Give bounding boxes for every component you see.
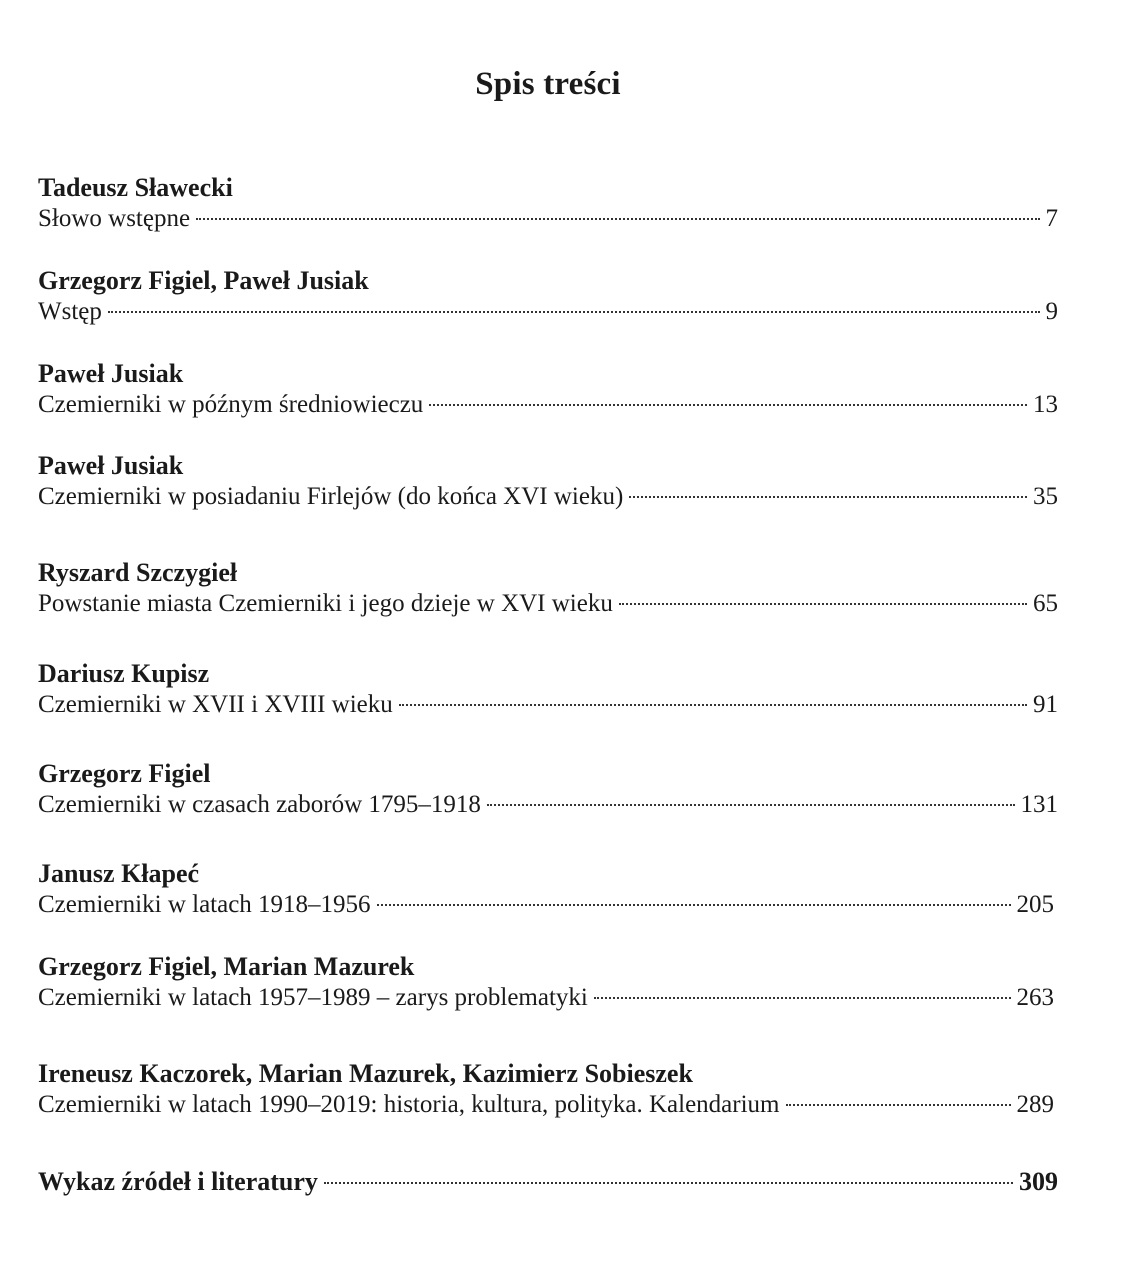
toc-entry [38,1059,1054,1121]
dot-leader [594,997,1011,999]
entry-author: Ireneusz Kaczorek, Marian Mazurek, Kazimierz Sobieszek [38,1059,693,1088]
dot-leader [619,603,1027,605]
dot-leader [399,704,1027,706]
entry-page: 91 [1033,691,1058,718]
entry-author: Paweł Jusiak [38,359,184,388]
toc-entry [38,952,1054,1014]
entry-title: Powstanie miasta Czemierniki i jego dzieje w XVI wieku [38,590,613,617]
entry-page: 131 [1020,791,1058,818]
entry-title: Słowo wstępne [38,205,191,232]
entry-title: Czemierniki w czasach zaborów 1795–1918 [38,791,481,818]
toc-entry [38,266,1058,328]
dot-leader [487,804,1015,806]
entry-title: Czemierniki w późnym średniowieczu [38,391,424,418]
entry-title: Czemierniki w posiadaniu Firlejów (do końca XVI wieku) [38,483,624,510]
entry-author: Grzegorz Figiel, Paweł Jusiak [38,266,369,295]
entry-author: Paweł Jusiak [38,451,184,480]
entry-line [38,789,1058,821]
toc-entry [38,359,1058,421]
entry-author: Janusz Kłapeć [38,859,200,888]
toc-entry [38,558,1058,620]
entry-author: Grzegorz Figiel, Marian Mazurek [38,952,415,981]
entry-line [38,389,1058,421]
sources-title: Wykaz źródeł i literatury [38,1167,318,1196]
entry-title: Czemierniki w XVII i XVIII wieku [38,691,393,718]
entry-page: 263 [1016,984,1054,1011]
entry-page: 65 [1033,590,1058,617]
dot-leader [196,218,1039,220]
entry-page: 289 [1016,1091,1054,1118]
entry-line [38,982,1054,1014]
entry-line [38,588,1058,620]
entry-title: Czemierniki w latach 1918–1956 [38,891,371,918]
entry-line [38,889,1054,921]
entry-author: Grzegorz Figiel [38,759,211,788]
dot-leader [324,1182,1013,1184]
entry-author: Ryszard Szczygieł [38,558,238,587]
dot-leader [786,1104,1011,1106]
entry-line [38,1166,1058,1198]
entry-line [38,1089,1054,1121]
entry-title: Wstęp [38,298,102,325]
dot-leader [108,311,1040,313]
sources-page: 309 [1019,1167,1058,1196]
entry-page: 7 [1045,205,1058,232]
toc-entry [38,759,1058,821]
toc-entry [38,173,1058,235]
entry-author: Tadeusz Sławecki [38,173,233,202]
toc-entry [38,859,1054,921]
entry-page: 13 [1033,391,1058,418]
entry-title: Czemierniki w latach 1957–1989 – zarys problematyki [38,984,588,1011]
entry-line [38,203,1058,235]
entry-page: 205 [1016,891,1054,918]
entry-page: 9 [1045,298,1058,325]
entry-page: 35 [1033,483,1058,510]
entry-title: Czemierniki w latach 1990–2019: historia, kultura, polityka. Kalendarium [38,1091,780,1118]
toc-entry-sources [38,1166,1058,1198]
entry-line [38,296,1058,328]
entry-author: Dariusz Kupisz [38,659,210,688]
dot-leader [629,496,1027,498]
toc-entry [38,451,1058,513]
entry-line [38,481,1058,513]
dot-leader [429,404,1027,406]
toc-entry [38,659,1058,721]
page-title: Spis treści [475,66,621,102]
entry-line [38,689,1058,721]
dot-leader [377,904,1011,906]
